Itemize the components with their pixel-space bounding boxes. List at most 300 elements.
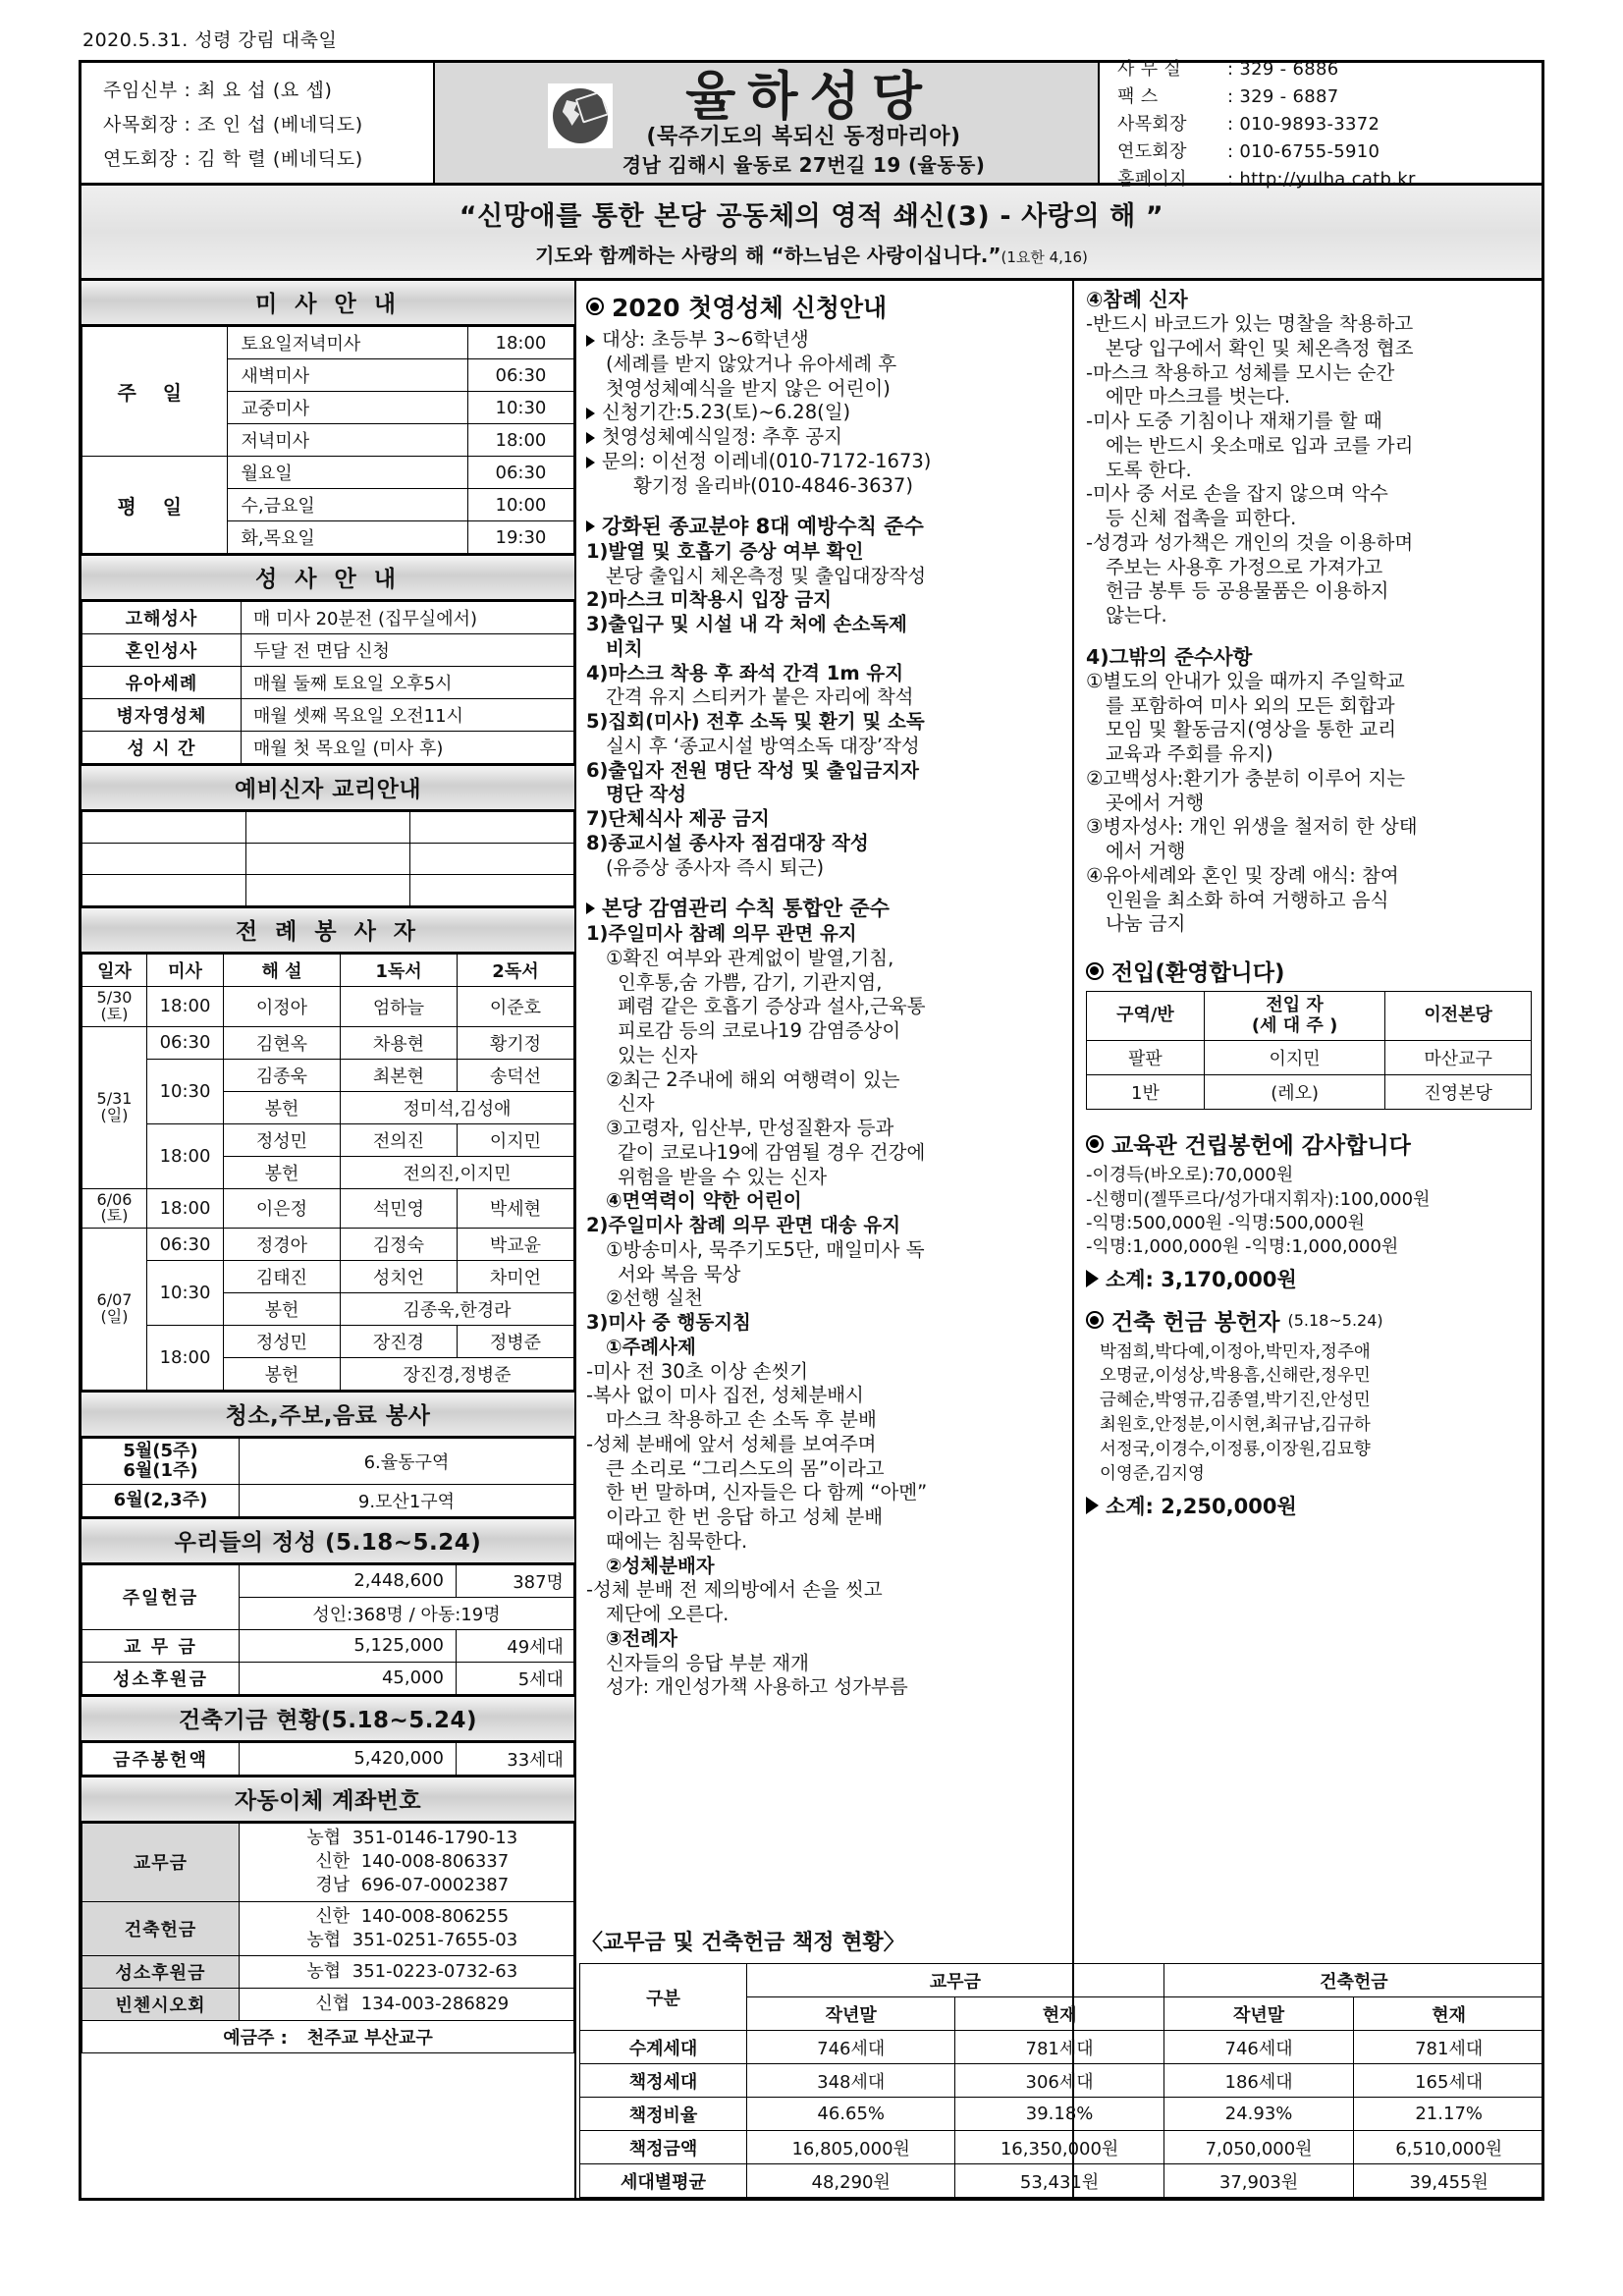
liturgy-time: 18:00 — [147, 1188, 224, 1229]
assessment-row-key: 책정세대 — [580, 2064, 747, 2098]
list-item: 3)미사 중 행동지침 — [585, 1311, 751, 1335]
triangle-bullet-icon — [586, 902, 595, 914]
liturgy-header-reading2: 2독서 — [457, 955, 573, 987]
account-owner-value: 천주교 부산교구 — [306, 2028, 433, 2050]
table-row — [580, 2064, 1544, 2098]
offering-sunday-amount: 2,448,600 — [240, 1564, 457, 1597]
contact-fax-value: 329 - 6887 — [1239, 86, 1339, 107]
table-row — [580, 2131, 1544, 2164]
other-rules-heading: 4)그밖의 준수사항 — [1085, 644, 1253, 669]
first-communion-heading-row — [586, 289, 1064, 324]
contact-fax: 팩 스 : 329 - 6887 — [1117, 82, 1542, 108]
mass-name: 수,금요일 — [227, 489, 467, 521]
triangle-right-icon — [1086, 1270, 1099, 1287]
table-row — [82, 1823, 574, 1901]
mass-time: 18:00 — [467, 424, 573, 457]
liturgy-table — [81, 954, 574, 1391]
bullseye-icon — [1086, 1311, 1104, 1329]
account-number: 140-008-806255 — [360, 1905, 510, 1927]
account-owner-label: 예금주 : — [223, 2028, 288, 2050]
table-row — [82, 1629, 574, 1662]
catechumen-cell — [245, 812, 409, 844]
catechumen-cell — [409, 875, 573, 906]
mass-name: 새벽미사 — [227, 359, 467, 392]
list-item: 실시 후 ‘종교시설 방역소독 대장’작성 — [605, 734, 920, 757]
prevention-heading-row — [586, 514, 1064, 540]
account-number: 140-008-806337 — [360, 1851, 510, 1873]
contact-homepage[interactable]: 홈페이지 : http://yulha.catb.kr — [1117, 165, 1542, 191]
catechumen-cell — [245, 844, 409, 875]
infection-heading-row — [586, 896, 1064, 922]
mass-time: 10:30 — [467, 392, 573, 424]
list-item: 때에는 침묵한다. — [605, 1529, 748, 1553]
assessment-title: 〈교무금 및 건축헌금 책정 현황〉 — [581, 1931, 905, 1955]
list-item: -신행미(젤뚜르다/성가대지휘자):100,000원 — [1085, 1188, 1431, 1210]
account-number: 134-003-286829 — [360, 1994, 510, 2015]
offering-key: 성소후원금 — [82, 1662, 240, 1694]
issue-date: 2020.5.31. 성령 강림 대축일 — [82, 29, 338, 51]
mass-group-weekday: 평 일 — [82, 457, 228, 554]
catechumen-cell — [82, 875, 246, 906]
list-item: ④유아세례와 혼인 및 장례 애식: 참여 — [1085, 863, 1399, 887]
mass-name: 저녁미사 — [227, 424, 467, 457]
account-numbers — [240, 1823, 574, 1901]
liturgy-time: 18:00 — [147, 1326, 224, 1391]
table-row — [82, 1742, 574, 1775]
cleaning-title: 청소,주보,음료 봉사 — [81, 1391, 574, 1438]
building-fund-table — [81, 1742, 574, 1776]
list-item: 1)발열 및 호흡기 증상 여부 확인 — [585, 539, 864, 563]
infection-list — [586, 922, 1064, 1700]
liturgy-date: 5/30 (토) — [82, 987, 147, 1027]
liturgy-reading1: 장진경 — [340, 1326, 457, 1358]
liturgy-offertory-label: 봉헌 — [224, 1091, 341, 1123]
sacrament-value: 매월 셋째 목요일 오전11시 — [242, 699, 574, 732]
account-key: 교무금 — [82, 1823, 240, 1901]
assessment-cell: 7,050,000원 — [1163, 2131, 1354, 2164]
table-row — [82, 1123, 574, 1156]
transfer-in-table — [1086, 991, 1532, 1110]
liturgy-offertory-names: 장진경,정병준 — [340, 1358, 573, 1391]
liturgy-time: 06:30 — [147, 1229, 224, 1261]
offerings-title: 우리들의 정성 (5.18~5.24) — [81, 1517, 574, 1564]
list-item: -미사 중 서로 손을 잡지 않으며 악수 — [1085, 482, 1388, 506]
transfer-district: 1반 — [1086, 1075, 1204, 1110]
list-item: 모임 및 활동금지(영상을 통한 교리 — [1105, 718, 1397, 741]
table-row — [82, 1956, 574, 1989]
liturgy-header-mass: 미사 — [147, 955, 224, 987]
mass-guide-table — [81, 326, 574, 554]
assessment-cell: 306세대 — [955, 2064, 1163, 2098]
assessment-cell: 48,290원 — [747, 2164, 955, 2198]
cleaning-period: 6월(2,3주) — [82, 1484, 240, 1516]
assessment-cell: 39,455원 — [1354, 2164, 1544, 2198]
account-line — [243, 1929, 569, 1952]
cleaning-table — [81, 1438, 574, 1517]
account-numbers — [240, 1989, 574, 2021]
contact-memorial-chair-value: 010-6755-5910 — [1239, 141, 1380, 162]
transfer-in-heading-row — [1086, 955, 1532, 987]
list-item: 서와 복음 묵상 — [617, 1262, 741, 1285]
list-item: 인후통,숨 가쁨, 감기, 기관지염, — [617, 970, 883, 994]
triangle-bullet-icon — [586, 457, 595, 468]
assessment-cell: 16,805,000원 — [747, 2131, 955, 2164]
list-item: 를 포함하여 미사 외의 모든 회합과 — [1105, 693, 1395, 717]
table-row — [82, 1564, 574, 1597]
sacrament-key: 유아세례 — [82, 667, 242, 699]
account-line — [243, 1993, 569, 2016]
table-row — [82, 844, 574, 875]
table-row — [82, 1188, 574, 1229]
contact-pastoral-chair: 사목회장 : 010-9893-3372 — [1117, 110, 1542, 136]
assessment-cell: 21.17% — [1354, 2098, 1544, 2131]
list-item: -성체 분배에 앞서 성체를 보여주며 — [585, 1432, 877, 1455]
assessment-cell: 24.93% — [1163, 2098, 1354, 2131]
assessment-cell: 53,431원 — [955, 2164, 1163, 2198]
list-item: 있는 신자 — [617, 1043, 698, 1066]
list-item: 이라고 한 번 응답 하고 성체 분배 — [605, 1505, 884, 1529]
liturgy-time: 10:30 — [147, 1059, 224, 1123]
contact-pastoral-chair-value: 010-9893-3372 — [1239, 114, 1380, 135]
liturgy-time: 18:00 — [147, 987, 224, 1027]
account-line — [243, 1905, 569, 1929]
assessment-header-parish-dues: 교무금 — [747, 1964, 1164, 1997]
table-row — [82, 1484, 574, 1516]
education-fund-subtotal-row — [1086, 1264, 1532, 1293]
education-fund-subtotal: 소계: 3,170,000원 — [1105, 1267, 1297, 1291]
liturgy-offertory-label: 봉헌 — [224, 1156, 341, 1188]
liturgy-commentary: 김현옥 — [224, 1026, 341, 1059]
table-row — [82, 875, 574, 906]
sacrament-key: 병자영성체 — [82, 699, 242, 732]
table-row — [1086, 1041, 1531, 1075]
assessment-subheader-lastyear: 작년말 — [1163, 1997, 1354, 2031]
transfer-header-person: 전입 자 (세 대 주 ) — [1204, 992, 1384, 1041]
assessment-header-category: 구분 — [580, 1964, 747, 2031]
sacrament-key: 혼인성사 — [82, 634, 242, 667]
mass-time: 06:30 — [467, 457, 573, 489]
clergy-memorial-chair: 연도회장 : 김 학 렬 (베네딕도) — [103, 147, 363, 170]
liturgy-reading2: 이준호 — [457, 987, 573, 1027]
sacrament-key: 성 시 간 — [82, 732, 242, 764]
table-row — [82, 1326, 574, 1358]
list-item: 간격 유지 스티커가 붙은 자리에 착석 — [605, 685, 914, 709]
participants-list — [1086, 312, 1532, 629]
table-header-row — [1086, 992, 1531, 1041]
mass-guide-title: 미 사 안 내 — [81, 281, 574, 326]
list-item: -미사 도중 기침이나 재채기를 할 때 — [1085, 410, 1382, 433]
accounts-table — [81, 1823, 574, 2053]
list-item: 한 번 말하며, 신자들은 다 함께 “아멘” — [605, 1481, 928, 1504]
offering-sunday-detail: 성인:368명 / 아동:19명 — [240, 1597, 574, 1629]
assessment-cell: 348세대 — [747, 2064, 955, 2098]
table-row — [82, 1026, 574, 1059]
building-fund-key: 금주봉헌액 — [82, 1742, 240, 1775]
liturgy-reading2: 박교윤 — [457, 1229, 573, 1261]
list-item: 첫영성체예식을 받지 않은 어린이) — [605, 376, 891, 400]
prevention-list — [586, 540, 1064, 881]
slogan-banner — [79, 186, 1544, 281]
catechumen-title: 예비신자 교리안내 — [81, 764, 574, 811]
list-item: 도록 한다. — [1105, 458, 1192, 481]
list-item: 3)출입구 및 시설 내 각 처에 손소독제 — [585, 613, 907, 636]
list-item: 본당 입구에서 확인 및 체온측정 협조 — [1105, 336, 1414, 359]
list-item: 1)주일미사 참례 의무 관면 유지 — [585, 922, 857, 946]
offering-sunday-label: 주일헌금 — [82, 1564, 240, 1629]
table-row — [82, 1261, 574, 1293]
list-item: 주보는 사용후 가정으로 가져가고 — [1105, 555, 1383, 578]
sacrament-key: 고해성사 — [82, 602, 242, 634]
mass-group-sunday: 주 일 — [82, 327, 228, 457]
assessment-row-key: 책정비율 — [580, 2098, 747, 2131]
list-item: 8)종교시설 종사자 점검대장 작성 — [585, 831, 869, 854]
building-donors-heading-row — [1086, 1304, 1532, 1337]
list-item-text: 대상: 초등부 3~6학년생 — [601, 328, 809, 351]
masthead-contacts — [1098, 59, 1542, 190]
table-row — [82, 732, 574, 764]
list-item: ③병자성사: 개인 위생을 철저히 한 상태 — [1085, 815, 1418, 839]
list-item: 큰 소리로 “그리스도의 몸”이라고 — [605, 1456, 885, 1480]
list-item — [586, 425, 1064, 450]
liturgy-reading1: 석민영 — [340, 1188, 457, 1229]
list-item: 않는다. — [1105, 604, 1167, 628]
account-line — [243, 1850, 569, 1874]
assessment-cell: 39.18% — [955, 2098, 1163, 2131]
catechumen-cell — [245, 875, 409, 906]
list-item: 황기정 올리바(010-4846-3637) — [632, 473, 913, 497]
catechumen-cell — [409, 812, 573, 844]
liturgy-reading2: 황기정 — [457, 1026, 573, 1059]
mass-time: 19:30 — [467, 521, 573, 554]
liturgy-reading2: 박세현 — [457, 1188, 573, 1229]
assessment-section — [579, 1920, 1544, 2198]
account-bank: 농협 — [306, 1827, 342, 1848]
list-item-text: 신청기간:5.23(토)~6.28(일) — [601, 401, 851, 424]
sacrament-value: 매월 첫 목요일 (미사 후) — [242, 732, 574, 764]
sacrament-value: 매 미사 20분전 (집무실에서) — [242, 602, 574, 634]
list-item: ①별도의 안내가 있을 때까지 주일학교 — [1085, 669, 1405, 692]
list-item: -성경과 성가책은 개인의 것을 이용하며 — [1085, 530, 1414, 554]
liturgy-reading1: 최본현 — [340, 1059, 457, 1091]
transfer-header-district: 구역/반 — [1086, 992, 1204, 1041]
bullseye-icon — [1086, 1135, 1104, 1153]
liturgy-reading2: 차미언 — [457, 1261, 573, 1293]
list-item: 피로감 등의 코로나19 감염증상이 — [617, 1019, 901, 1043]
mass-name: 화,목요일 — [227, 521, 467, 554]
contact-homepage-value[interactable]: http://yulha.catb.kr — [1239, 169, 1416, 190]
clergy-pastor: 주임신부 : 최 요 섭 (요 셉) — [103, 79, 333, 101]
list-item-text: 첫영성체예식일정: 추후 공지 — [601, 425, 842, 448]
sacrament-guide-title: 성 사 안 내 — [81, 554, 574, 601]
table-row — [1086, 1075, 1531, 1110]
account-bank: 농협 — [306, 1929, 342, 1950]
offering-key: 교 무 금 — [82, 1629, 240, 1662]
building-fund-title: 건축기금 현황(5.18~5.24) — [81, 1695, 574, 1742]
list-item: 2)주일미사 참례 의무 관면 대송 유지 — [585, 1214, 901, 1237]
transfer-previous-parish: 진영본당 — [1385, 1075, 1532, 1110]
liturgy-offertory-names: 전의진,이지민 — [340, 1156, 573, 1188]
liturgy-title: 전 례 봉 사 자 — [81, 906, 574, 954]
liturgy-header-date: 일자 — [82, 955, 147, 987]
contact-fax-label: 팩 스 — [1117, 86, 1159, 107]
list-item: 곳에서 거행 — [1105, 791, 1205, 814]
liturgy-commentary: 정성민 — [224, 1326, 341, 1358]
list-item: 6)출입자 전원 명단 작성 및 출입금지자 — [585, 758, 919, 782]
liturgy-date: 6/07 (일) — [82, 1229, 147, 1391]
account-bank: 신한 — [315, 1905, 351, 1927]
liturgy-commentary: 김종욱 — [224, 1059, 341, 1091]
church-name: 율하성당 — [685, 66, 934, 127]
liturgy-reading1: 성치언 — [340, 1261, 457, 1293]
list-item: 마스크 착용하고 손 소독 후 분배 — [605, 1408, 877, 1432]
list-item: ①확진 여부와 관계없이 발열,기침, — [605, 946, 894, 969]
mass-time: 06:30 — [467, 359, 573, 392]
account-numbers — [240, 1901, 574, 1956]
first-communion-heading: 2020 첫영성체 신청안내 — [611, 294, 888, 322]
table-header-row — [82, 955, 574, 987]
education-fund-heading-row — [1086, 1127, 1532, 1160]
catechumen-table — [81, 811, 574, 906]
list-item: -익명:1,000,000원 -익명:1,000,000원 — [1085, 1236, 1399, 1258]
list-item: 교육과 주회를 유지) — [1105, 742, 1273, 766]
clergy-pastoral-chair: 사목회장 : 조 인 섭 (베네딕도) — [103, 113, 363, 136]
list-item: 에는 반드시 옷소매로 입과 코를 가리 — [1105, 433, 1414, 457]
liturgy-commentary: 정경아 — [224, 1229, 341, 1261]
assessment-subheader-current: 현재 — [1354, 1997, 1544, 2031]
table-row — [82, 1901, 574, 1956]
contact-pastoral-chair-label: 사목회장 — [1117, 114, 1187, 135]
assessment-cell: 6,510,000원 — [1354, 2131, 1544, 2164]
assessment-subheader-lastyear: 작년말 — [747, 1997, 955, 2031]
liturgy-commentary: 이정아 — [224, 987, 341, 1027]
offering-amount: 45,000 — [240, 1662, 457, 1694]
list-item: 인원을 최소화 하여 거행하고 음식 — [1105, 888, 1389, 911]
table-row — [82, 1439, 574, 1485]
catechumen-cell — [409, 844, 573, 875]
list-item: ③전례자 — [605, 1626, 677, 1650]
bullseye-icon — [1086, 962, 1104, 980]
other-rules-list — [1086, 670, 1532, 937]
list-item: 금혜순,박영규,김종열,박기진,안성민 — [1099, 1391, 1371, 1411]
contact-memorial-chair-label: 연도회장 — [1117, 141, 1187, 162]
account-line — [243, 1827, 569, 1850]
transfer-person: 이지민 — [1204, 1041, 1384, 1075]
offering-amount: 5,125,000 — [240, 1629, 457, 1662]
table-row — [82, 1662, 574, 1694]
liturgy-reading2: 이지민 — [457, 1123, 573, 1156]
liturgy-offertory-label: 봉헌 — [224, 1358, 341, 1391]
table-row — [82, 987, 574, 1027]
offering-sunday-count: 387명 — [456, 1564, 573, 1597]
list-item: 비치 — [605, 636, 643, 660]
list-item: ②선행 실천 — [605, 1286, 703, 1310]
liturgy-commentary: 이은정 — [224, 1188, 341, 1229]
left-column — [81, 281, 576, 2198]
account-key: 빈첸시오회 — [82, 1989, 240, 2021]
liturgy-time: 10:30 — [147, 1261, 224, 1326]
contact-office-label: 사 무 실 — [1117, 59, 1182, 80]
table-row — [82, 812, 574, 844]
table-row — [82, 2021, 574, 2053]
assessment-table — [579, 1963, 1544, 2198]
table-row — [82, 327, 574, 359]
slogan-line-2-text: 기도와 함께하는 사랑의 해 “하느님은 사랑이십니다.” — [535, 244, 1001, 267]
table-row — [580, 2098, 1544, 2131]
table-row — [82, 457, 574, 489]
transfer-header-previous-parish: 이전본당 — [1385, 992, 1532, 1041]
list-item: ④면역력이 약한 어린이 — [605, 1189, 802, 1213]
church-logo-icon — [548, 83, 613, 148]
list-item: -마스크 착용하고 성체를 모시는 순간 — [1085, 360, 1395, 384]
list-item: 오명균,이성상,박용흠,신해란,정우민 — [1099, 1366, 1371, 1387]
list-item — [586, 450, 1064, 474]
slogan-line-1: “신망애를 통한 본당 공동체의 영적 쇄신(3) - 사랑의 해 ” — [459, 201, 1164, 232]
offerings-table — [81, 1564, 574, 1695]
liturgy-reading2: 정병준 — [457, 1326, 573, 1358]
list-item: 제단에 오른다. — [605, 1603, 730, 1626]
liturgy-commentary: 김태진 — [224, 1261, 341, 1293]
infection-heading: 본당 감염관리 수칙 통합안 준수 — [601, 897, 890, 921]
account-line — [243, 1874, 569, 1897]
account-bank: 경남 — [315, 1875, 351, 1896]
liturgy-time: 06:30 — [147, 1026, 224, 1059]
list-item: 서정국,이경수,이정룡,이장원,김묘향 — [1099, 1440, 1371, 1459]
account-key: 건축헌금 — [82, 1901, 240, 1956]
transfer-person: (레오) — [1204, 1075, 1384, 1110]
list-item: 박점희,박다예,이정아,박민자,정주애 — [1099, 1341, 1371, 1362]
table-row — [82, 1059, 574, 1091]
list-item: -복사 없이 미사 집전, 성체분배시 — [585, 1384, 864, 1407]
table-row — [580, 2164, 1544, 2198]
cleaning-district: 6.율동구역 — [240, 1439, 574, 1485]
liturgy-reading1: 엄하늘 — [340, 987, 457, 1027]
assessment-row-key: 세대별평균 — [580, 2164, 747, 2198]
assessment-cell: 16,350,000원 — [955, 2131, 1163, 2164]
table-header-row — [580, 1964, 1544, 1997]
sacrament-guide-table — [81, 601, 574, 764]
list-item: 명단 작성 — [605, 783, 687, 806]
table-row — [82, 1229, 574, 1261]
list-item: 나눔 금지 — [1105, 912, 1186, 936]
contact-homepage-label: 홈페이지 — [1117, 169, 1187, 190]
catechumen-cell — [82, 844, 246, 875]
assessment-cell: 781세대 — [955, 2031, 1163, 2064]
account-bank: 신한 — [315, 1851, 351, 1873]
list-item: ②최근 2주내에 해외 여행력이 있는 — [605, 1067, 900, 1091]
assessment-cell: 746세대 — [1163, 2031, 1354, 2064]
mass-time: 10:00 — [467, 489, 573, 521]
list-item — [586, 401, 1064, 425]
liturgy-offertory-names: 김종욱,한경라 — [340, 1293, 573, 1326]
education-fund-lines — [1086, 1164, 1532, 1259]
assessment-cell: 37,903원 — [1163, 2164, 1354, 2198]
building-donors-period: (5.18~5.24) — [1287, 1310, 1383, 1330]
list-item: -반드시 바코드가 있는 명찰을 착용하고 — [1085, 312, 1414, 336]
cleaning-period: 5월(5주) 6월(1주) — [82, 1439, 240, 1485]
liturgy-date: 5/31 (일) — [82, 1026, 147, 1188]
masthead-clergy — [81, 63, 435, 183]
building-fund-count: 33세대 — [456, 1742, 573, 1775]
list-item: ②성체분배자 — [605, 1554, 715, 1577]
list-item: -익명:500,000원 -익명:500,000원 — [1085, 1213, 1365, 1234]
list-item: 위험을 받을 수 있는 신자 — [617, 1165, 828, 1188]
transfer-district: 팔판 — [1086, 1041, 1204, 1075]
education-fund-heading: 교육관 건립봉헌에 감사합니다 — [1110, 1133, 1411, 1160]
prevention-heading: 강화된 종교분야 8대 예방수칙 준수 — [601, 515, 924, 539]
church-address: 경남 김해시 율동로 27번길 19 (율동동) — [622, 153, 986, 178]
middle-column — [576, 281, 1074, 2198]
account-line — [243, 1960, 569, 1984]
